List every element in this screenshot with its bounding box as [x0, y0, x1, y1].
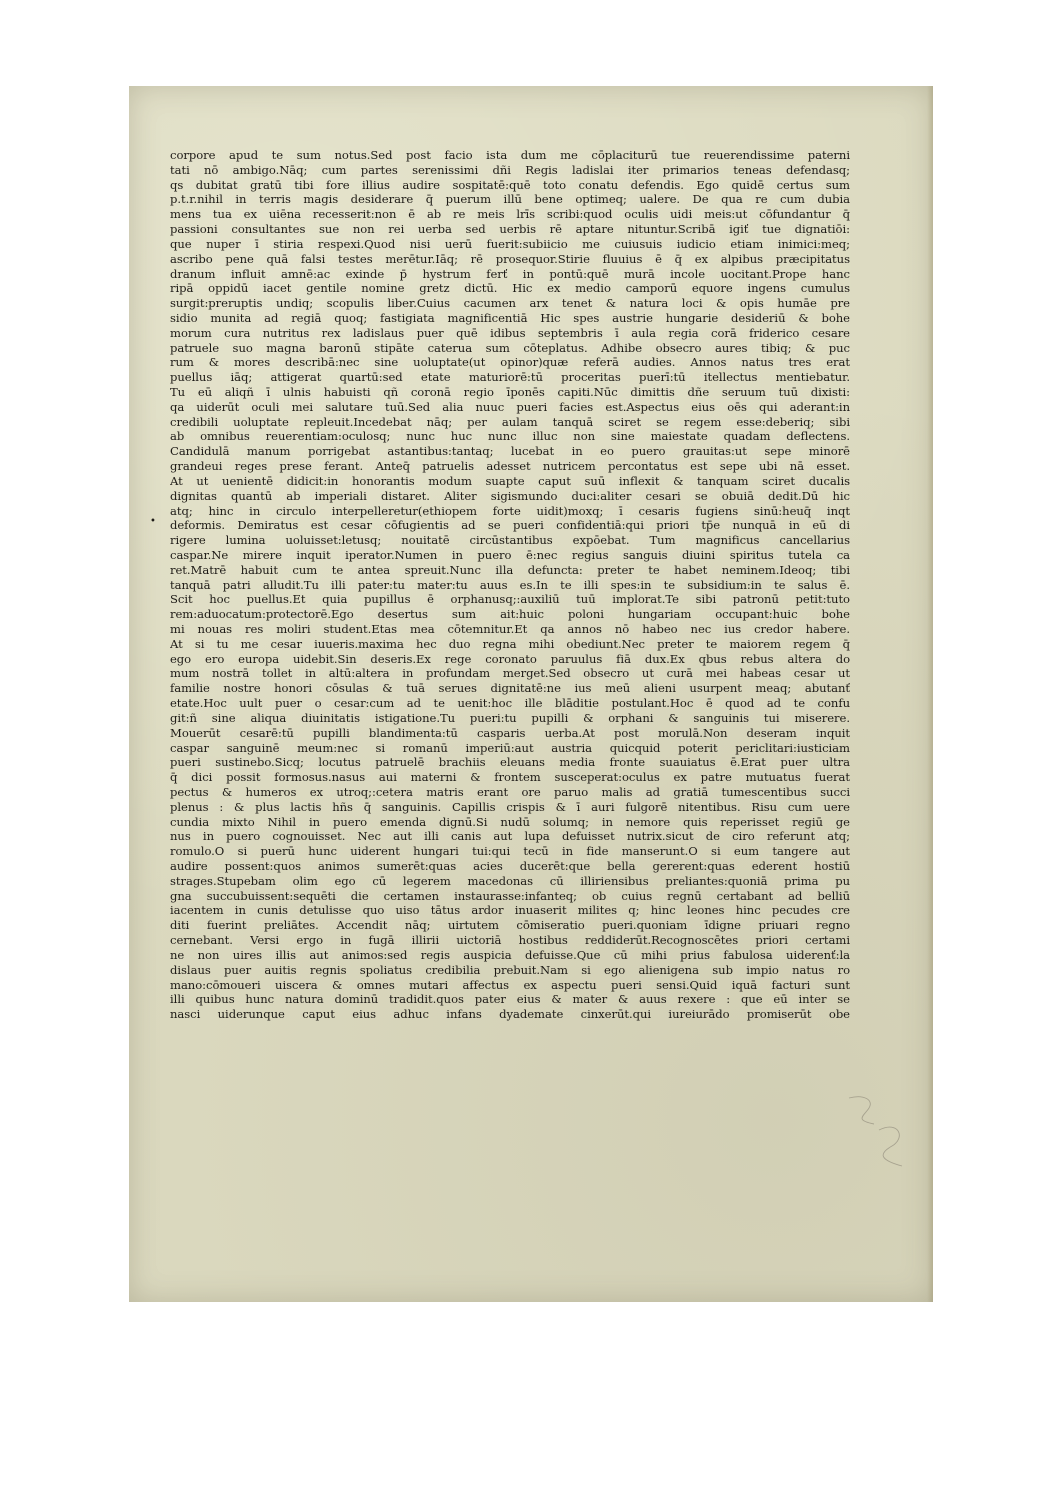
- text-line: p.t.r.nihil in terris magis desiderare q̄ puerum illū bene optimeq; ualere. De qua re cum dubia: [170, 192, 850, 207]
- text-line: strages.Stupebam olim ego cū legerem macedonas cū illiriensibus preliantes:quoniā prima pu: [170, 873, 850, 888]
- text-line: dranum influit amnē:ac exinde p̄ hystrum ferť in pontū:quē murā incole uocitant.Prope hanc: [170, 266, 850, 281]
- text-line: git:ñ sine aliqua diuinitatis istigatione.Tu pueri:tu pupilli & orphani & sanguinis tui miserere.: [170, 710, 850, 725]
- text-line: que nuper ī stiria respexi.Quod nisi uerū fuerit:subiicio me cuiusuis iudicio etiam inimici:meq;: [170, 236, 850, 251]
- text-line: ne non uires illis aut animos:sed regis auspicia defuisse.Que cū mihi prius fabulosa uiderenť:la: [170, 947, 850, 962]
- page-edge-shadow: [927, 86, 933, 1302]
- text-line: tanquā patri alludit.Tu illi pater:tu mater:tu auus es.In te illi spes:in te subsidium:in te salus ē.: [170, 577, 850, 592]
- text-line: etate.Hoc uult puer o cesar:cum ad te uenit:hoc ille blāditie postulant.Hoc ē quod ad te confu: [170, 696, 850, 711]
- text-line: mi nouas res moliri student.Etas mea cōtemnitur.Et qa annos nō habeo nec ius credor habere.: [170, 622, 850, 636]
- text-line: dignitas quantū ab imperiali distaret. Aliter sigismundo duci:aliter cesari se obuiā dedit.Dū hic: [170, 488, 850, 503]
- text-line: pueri sustinebo.Sicq; locutus patruelē brachiis eleuans media fronte suauiatus ē.Erat puer ultra: [170, 755, 850, 770]
- text-line: caspar.Ne mirere inquit iperator.Numen in puero ē:nec regius sanguis diuini spiritus tutela ca: [170, 547, 850, 562]
- text-line: caspar sanguinē meum:nec si romanū imperiū:aut austria quicquid poterit periclitari:iusticiam: [170, 740, 850, 755]
- text-line: gna succubuissent:sequēti die certamen instaurasse:infanteq; ob cuius regnū certabant ad belliū: [170, 888, 850, 903]
- text-line: cundia mixto Nihil in puero emenda dignū.Si nudū solumq; in nemore quis reperisset regiū ge: [170, 814, 850, 829]
- text-line: ego ero europa uidebit.Sin deseris.Ex rege coronato paruulus fiā dux.Ex qbus rebus altera do: [170, 651, 850, 666]
- text-line: morum cura nutritus rex ladislaus puer quē idibus septembris ī aula regia corā friderico cesare: [170, 325, 850, 340]
- text-line: passioni consultantes sue non rei uerba sed uerbis rē aptare nituntur.Scribā igiť tue dignatiōi:: [170, 222, 850, 237]
- text-line: iacentem in cunis detulisse quo uiso tātus ardor inuaserit milites q; hinc leones hinc pecudes cre: [170, 903, 850, 918]
- text-line: rum & mores describā:nec sine uoluptate(ut opinor)quæ referā audies. Annos natus tres erat: [170, 355, 850, 370]
- text-line: pectus & humeros ex utroq;:cetera matris erant ore paruo malis ad gratiā tumescentibus succi: [170, 784, 850, 799]
- text-line: qs dubitat gratū tibi fore illius audire sospitatē:quē toto conatu defendis. Ego quidē certus sum: [170, 177, 850, 192]
- text-line: mum nostrā tollet in altū:altera in profundam merget.Sed obsecro ut curā mei habeas cesar ut: [170, 666, 850, 681]
- text-line: diti fuerint preliātes. Accendit nāq; uirtutem cōmiseratio pueri.quoniam īdigne priuari regno: [170, 918, 850, 933]
- text-line: ascribo pene quā falsi testes merētur.Iāq; rē prosequor.Stirie fluuius ē q̄ ex alpibus præcipitatus: [170, 251, 850, 266]
- text-line: surgit:preruptis undiq; scopulis liber.Cuius cacumen arx tenet & natura loci & opis humāe pre: [170, 296, 850, 311]
- text-line: Scit hoc puellus.Et quia pupillus ē orphanusq;:auxiliū tuū implorat.Te sibi patronū petit:tuto: [170, 592, 850, 607]
- text-line: atq; hinc in circulo interpelleretur(ethiopem forte uidit)moxq; ī cesaris fugiens sinū:heuq̄ inqt: [170, 503, 850, 518]
- text-line: credibili uoluptate repleuit.Incedebat nāq; per aulam tanquā sciret se regem esse:deberiq; sibi: [170, 414, 850, 429]
- text-line: audire possent:quos animos sumerēt:quas acies ducerēt:que bella gererent:quas ederent hostiū: [170, 859, 850, 873]
- text-line: rigere lumina uoluisset:letusq; nouitatē circūstantibus expōebat. Tum magnificus cancellarius: [170, 533, 850, 548]
- text-line: deformis. Demiratus est cesar cōfugientis ad se pueri confidentiā:qui priori tp̄e nunquā in eū di: [170, 518, 850, 533]
- text-line: romulo.O si puerū hunc uiderent hungari tui:qui tecū in fide manserunt.O si eum tangere aut: [170, 844, 850, 859]
- text-line: At ut uenientē didicit:in honorantis modum suapte caput suū inflexit & tanquam sciret ducalis: [170, 473, 850, 488]
- margin-mark: •: [150, 516, 156, 527]
- text-line: Tu eū aliqñ ī ulnis habuisti qñ coronā regio īponēs capiti.Nūc dimittis dñe seruum tuū dixisti:: [170, 385, 850, 399]
- text-line: nasci uiderunque caput eius adhuc infans dyademate cinxerūt.qui iureiurādo promiserūt obe: [170, 1007, 850, 1022]
- body-text: [170, 148, 850, 1022]
- text-line: puellus iāq; attigerat quartū:sed etate maturiorē:tū proceritas puerī:tū itellectus mentiebatur.: [170, 370, 850, 385]
- text-line: ripā oppidū iacet gentile nomine gretz dictū. Hic ex medio camporū equore ingens cumulus: [170, 281, 850, 296]
- text-line: q̄ dici possit formosus.nasus aui materni & frontem susceperat:oculus ex patre mutuatus fuerat: [170, 770, 850, 785]
- text-line: dislaus puer auitis regnis spoliatus credibilia prebuit.Nam si ego alienigena sub impio natus ro: [170, 962, 850, 977]
- text-line: plenus : & plus lactis hñs q̄ sanguinis. Capillis crispis & ī auri fulgorē nitentibus. Risu cum uere: [170, 799, 850, 814]
- text-line: ab omnibus reuerentiam:oculosq; nunc huc nunc illuc non sine maiestate quadam deflectens.: [170, 429, 850, 444]
- text-line: rem:aduocatum:protectorē.Ego desertus sum ait:huic poloni hungariam occupant:huic bohe: [170, 607, 850, 622]
- text-line: grandeui reges prese ferant. Anteq̄ patruelis adesset nutricem percontatus est sepe ubi nā esset.: [170, 459, 850, 474]
- manuscript-page: [129, 86, 933, 1302]
- text-line: mano:cōmoueri uiscera & omnes mutari affectus ex aspectu pueri sensi.Quid iquā facturi sunt: [170, 977, 850, 992]
- text-line: nus in puero cognouisset. Nec aut illi canis aut lupa defuisset nutrix.sicut de ciro referunt atq;: [170, 829, 850, 844]
- text-line: illi quibus hunc natura dominū tradidit.quos pater eius & mater & auus rexere : que eū inter se: [170, 992, 850, 1007]
- text-line: ret.Matrē habuit cum te antea spreuit.Nunc illa defuncta: preter te habet neminem.Ideoq; tibi: [170, 562, 850, 577]
- text-line: patruele suo magna baronū stipāte caterua sum cōteplatus. Adhibe obsecro aures tibiq; & puc: [170, 340, 850, 355]
- text-line: cernebant. Versi ergo in fugā illirii uictoriā hostibus reddiderūt.Recognoscētes priori certami: [170, 933, 850, 948]
- text-line: mens tua ex uiēna recesserit:non ē ab re meis lrīs scribi:quod oculis uidi meis:ut cōfundantur q̄: [170, 207, 850, 222]
- text-line: Candidulā manum porrigebat astantibus:tantaq; lucebat in eo puero grauitas:ut sepe minorē: [170, 444, 850, 459]
- text-line: corpore apud te sum notus.Sed post facio ista dum me cōplaciturū tue reuerendissime paterni: [170, 148, 850, 162]
- text-line: qa uiderūt oculi mei salutare tuū.Sed alia nuuc pueri facies est.Aspectus eius oēs qui aderant:in: [170, 399, 850, 414]
- text-line: At si tu me cesar iuueris.maxima hec duo regna mihi obediunt.Nec preter te maiorem regem q̄: [170, 636, 850, 651]
- text-line: Mouerūt cesarē:tū pupilli blandimenta:tū casparis uerba.At post morulā.Non deseram inquit: [170, 725, 850, 740]
- text-line: sidio munita ad regiā quoq; fastigiata magnificentiā Hic spes austrie hungarie desideriū & bohe: [170, 310, 850, 325]
- text-line: tati nō ambigo.Nāq; cum partes serenissimi dñi Regis ladislai iter primarios teneas defendasq;: [170, 162, 850, 177]
- margin-doodle: [844, 1090, 914, 1170]
- text-line: familie nostre honori cōsulas & tuā serues dignitatē:ne ius meū alieni usurpent meaq; abutanť: [170, 681, 850, 696]
